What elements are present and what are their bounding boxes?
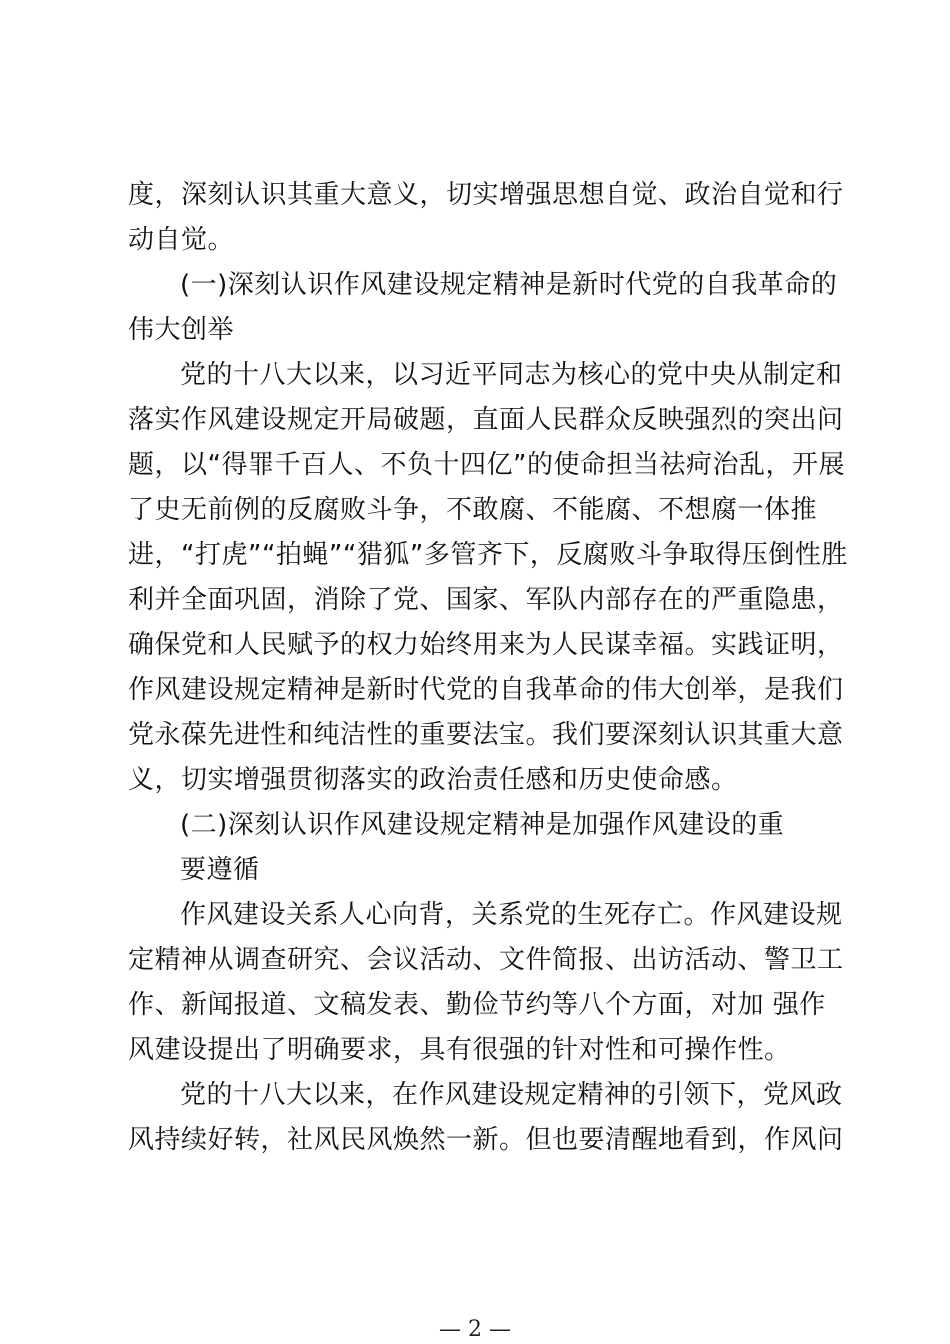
body-text-line: 义，切实增强贯彻落实的政治责任感和历史使命感。	[128, 765, 738, 795]
body-text-line: 作风建设规定精神是新时代党的自我革命的伟大创举，是我们	[128, 675, 844, 705]
body-text-line: 动自觉。	[128, 225, 235, 255]
body-text-line: 党永葆先进性和纯洁性的重要法宝。我们要深刻认识其重大意	[128, 720, 844, 750]
body-text-line: 党的十八大以来，在作风建设规定精神的引领下，党风政	[180, 1080, 843, 1110]
body-text-line: 风建设提出了明确要求，具有很强的针对性和可操作性。	[128, 1035, 791, 1065]
body-text-line: 作、新闻报道、文稿发表、勤俭节约等八个方面，对加 强作	[128, 990, 826, 1020]
body-text-line: 确保党和人民赋予的权力始终用来为人民谋幸福。实践证明，	[128, 630, 844, 660]
body-text-line: 利并全面巩固，消除了党、国家、军队内部存在的严重隐患，	[128, 585, 844, 615]
body-text-line: 落实作风建设规定开局破题，直面人民群众反映强烈的突出问	[128, 405, 844, 435]
body-text-line: 题，以“得罪千百人、不负十四亿”的使命担当祛疴治乱，开展	[128, 450, 845, 480]
section-heading: (一)深刻认识作风建设规定精神是新时代党的自我革命的	[180, 270, 838, 300]
page-number: — 2 —	[439, 1317, 511, 1342]
body-text-line: 党的十八大以来，以习近平同志为核心的党中央从制定和	[180, 360, 843, 390]
section-heading: 要遵循	[180, 855, 260, 885]
body-text-line: 度，深刻认识其重大意义，切实增强思想自觉、政治自觉和行	[128, 180, 844, 210]
body-text-line: 进，“打虎”“拍蝇”“猎狐”多管齐下，反腐败斗争取得压倒性胜	[128, 540, 848, 570]
body-text-line: 风持续好转，社风民风焕然一新。但也要清醒地看到，作风问	[128, 1125, 844, 1155]
section-heading: (二)深刻认识作风建设规定精神是加强作风建设的重	[180, 810, 785, 840]
body-text-line: 了史无前例的反腐败斗争，不敢腐、不能腐、不想腐一体推	[128, 495, 818, 525]
section-heading: 伟大创举	[128, 315, 235, 345]
body-text-line: 定精神从调查研究、会议活动、文件简报、出访活动、警卫工	[128, 945, 844, 975]
body-text-line: 作风建设关系人心向背，关系党的生死存亡。作风建设规	[180, 900, 843, 930]
